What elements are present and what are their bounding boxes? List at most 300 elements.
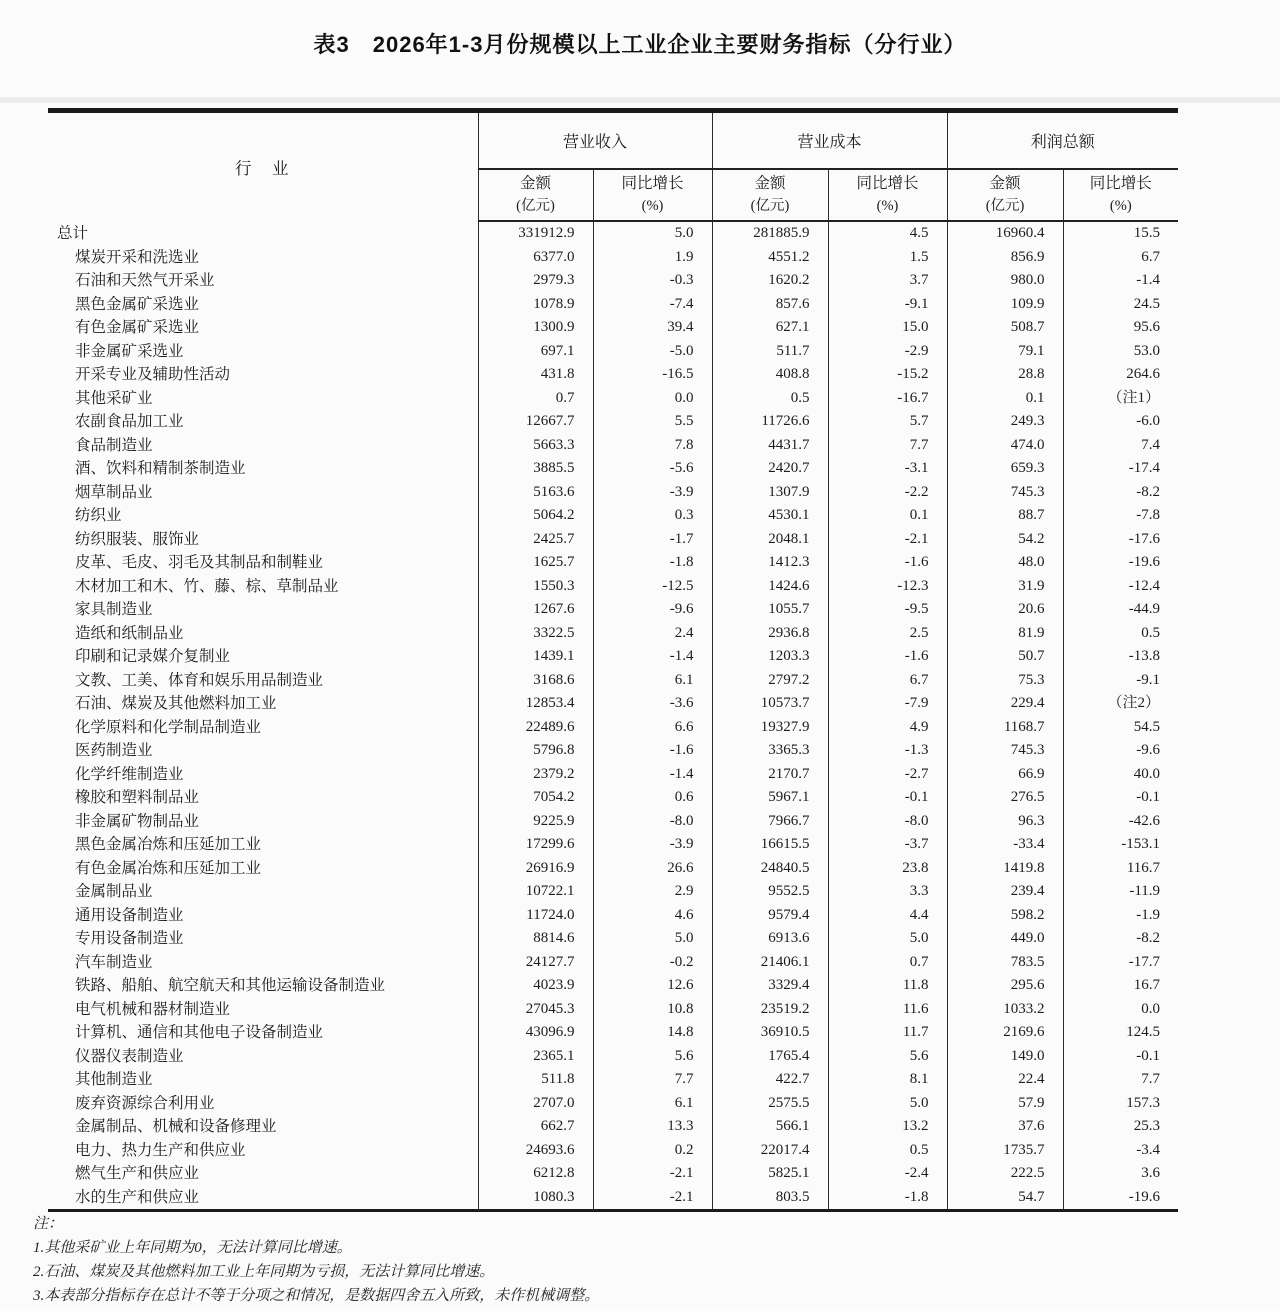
profit-amount-cell: 57.9 <box>947 1092 1063 1116</box>
cost-amount-cell: 627.1 <box>712 316 828 340</box>
profit-amount-cell: 88.7 <box>947 504 1063 528</box>
revenue-growth-cell: 6.6 <box>593 716 712 740</box>
cost-amount-cell: 9579.4 <box>712 904 828 928</box>
profit-amount-cell: 66.9 <box>947 763 1063 787</box>
cost-amount-cell: 2797.2 <box>712 669 828 693</box>
cost-amount-cell: 1055.7 <box>712 598 828 622</box>
industry-name: 计算机、通信和其他电子设备制造业 <box>75 1024 324 1041</box>
table-row <box>48 269 1178 293</box>
table-row <box>48 1139 1178 1163</box>
revenue-growth-cell: 7.7 <box>593 1068 712 1092</box>
cost-growth-cell: 8.1 <box>828 1068 947 1092</box>
table-row <box>48 504 1178 528</box>
group-header-revenue: 营业收入 <box>478 111 712 170</box>
revenue-growth-cell: 5.6 <box>593 1045 712 1069</box>
revenue-amount-cell: 2379.2 <box>478 763 593 787</box>
cost-amount-cell: 21406.1 <box>712 951 828 975</box>
revenue-amount-cell: 9225.9 <box>478 810 593 834</box>
profit-amount-cell: 96.3 <box>947 810 1063 834</box>
table-row <box>48 974 1178 998</box>
cost-amount-cell: 422.7 <box>712 1068 828 1092</box>
cost-growth-cell: -7.9 <box>828 692 947 716</box>
cost-growth-cell: 4.9 <box>828 716 947 740</box>
cost-growth-cell: 11.7 <box>828 1021 947 1045</box>
divider-band <box>0 97 1280 103</box>
industry-name: 黑色金属矿采选业 <box>75 295 200 313</box>
cost-amount-cell: 3365.3 <box>712 739 828 763</box>
industry-name: 皮革、毛皮、羽毛及其制品和制鞋业 <box>75 554 324 571</box>
table-row <box>48 410 1178 434</box>
amount-label: 金额 <box>519 175 551 192</box>
revenue-amount-cell: 1625.7 <box>478 551 593 575</box>
table-row <box>48 810 1178 834</box>
profit-growth-cell: 54.5 <box>1063 716 1178 740</box>
note-item-3: 3.本表部分指标存在总计不等于分项之和情况，是数据四舍五入所致，未作机械调整。 <box>33 1288 600 1304</box>
revenue-amount-cell: 431.8 <box>478 363 593 387</box>
cost-amount-cell: 566.1 <box>712 1115 828 1139</box>
industry-name: 化学原料和化学制品制造业 <box>75 718 262 736</box>
revenue-growth-cell: 0.3 <box>593 504 712 528</box>
table-row <box>48 528 1178 552</box>
industry-name: 煤炭开采和洗选业 <box>75 248 200 266</box>
table-row <box>48 786 1178 810</box>
table-row <box>48 246 1178 270</box>
revenue-amount-cell: 4023.9 <box>478 974 593 998</box>
profit-growth-cell: 24.5 <box>1063 293 1178 317</box>
profit-amount-cell: 239.4 <box>947 880 1063 904</box>
revenue-growth-cell: -3.9 <box>593 833 712 857</box>
amount-label: 金额 <box>989 175 1021 192</box>
cost-amount-cell: 23519.2 <box>712 998 828 1022</box>
profit-amount-cell: 149.0 <box>947 1045 1063 1069</box>
table-row <box>48 551 1178 575</box>
industry-name: 其他制造业 <box>75 1071 153 1088</box>
profit-growth-cell: 157.3 <box>1063 1092 1178 1116</box>
cost-growth-cell: -1.3 <box>828 739 947 763</box>
cost-growth-cell: -2.7 <box>828 763 947 787</box>
industry-name: 铁路、船舶、航空航天和其他运输设备制造业 <box>75 977 386 994</box>
growth-unit-label: (%) <box>641 198 664 214</box>
profit-amount-cell: 2169.6 <box>947 1021 1063 1045</box>
revenue-growth-cell: -1.4 <box>593 763 712 787</box>
profit-amount-cell: 222.5 <box>947 1162 1063 1186</box>
profit-growth-cell: -17.4 <box>1063 457 1178 481</box>
industry-name: 家具制造业 <box>75 601 153 618</box>
cost-growth-cell: -16.7 <box>828 387 947 411</box>
profit-growth-cell: 53.0 <box>1063 340 1178 364</box>
table-row <box>48 1186 1178 1211</box>
table-row <box>48 763 1178 787</box>
cost-amount-cell: 803.5 <box>712 1186 828 1211</box>
cost-amount-cell: 5967.1 <box>712 786 828 810</box>
profit-amount-cell: 50.7 <box>947 645 1063 669</box>
revenue-amount-header <box>478 169 593 221</box>
industry-name: 木材加工和木、竹、藤、棕、草制品业 <box>75 577 339 595</box>
cost-growth-cell: -2.1 <box>828 528 947 552</box>
cost-growth-cell: 0.1 <box>828 504 947 528</box>
industry-name: 有色金属冶炼和压延加工业 <box>75 859 262 877</box>
table-row <box>48 363 1178 387</box>
profit-growth-cell: 7.7 <box>1063 1068 1178 1092</box>
profit-amount-cell: 474.0 <box>947 434 1063 458</box>
revenue-growth-cell: -2.1 <box>593 1162 712 1186</box>
cost-growth-cell: -0.1 <box>828 786 947 810</box>
profit-amount-cell: 659.3 <box>947 457 1063 481</box>
revenue-growth-cell: 5.5 <box>593 410 712 434</box>
cost-amount-cell: 1424.6 <box>712 575 828 599</box>
revenue-growth-cell: 2.9 <box>593 880 712 904</box>
notes-label: 注： <box>33 1216 64 1232</box>
profit-growth-cell: 16.7 <box>1063 974 1178 998</box>
revenue-amount-cell: 697.1 <box>478 340 593 364</box>
table-row <box>48 904 1178 928</box>
cost-amount-cell: 511.7 <box>712 340 828 364</box>
profit-growth-cell: 25.3 <box>1063 1115 1178 1139</box>
profit-growth-cell: 7.4 <box>1063 434 1178 458</box>
revenue-amount-cell: 22489.6 <box>478 716 593 740</box>
revenue-growth-cell: 2.4 <box>593 622 712 646</box>
profit-growth-cell: 116.7 <box>1063 857 1178 881</box>
revenue-growth-cell: -3.6 <box>593 692 712 716</box>
industry-name: 烟草制品业 <box>75 483 153 501</box>
note-item-2: 2.石油、煤炭及其他燃料加工业上年同期为亏损，无法计算同比增速。 <box>33 1264 495 1280</box>
revenue-amount-cell: 511.8 <box>478 1068 593 1092</box>
revenue-growth-cell: -12.5 <box>593 575 712 599</box>
profit-growth-cell: -42.6 <box>1063 810 1178 834</box>
cost-amount-cell: 1412.3 <box>712 551 828 575</box>
profit-amount-cell: 783.5 <box>947 951 1063 975</box>
cost-growth-cell: 5.6 <box>828 1045 947 1069</box>
industry-name: 造纸和纸制品业 <box>75 624 184 642</box>
profit-amount-cell: 449.0 <box>947 927 1063 951</box>
growth-unit-label: (%) <box>1109 198 1132 214</box>
cost-amount-cell: 22017.4 <box>712 1139 828 1163</box>
revenue-amount-cell: 8814.6 <box>478 927 593 951</box>
profit-growth-cell: -7.8 <box>1063 504 1178 528</box>
growth-unit-label: (%) <box>876 198 899 214</box>
growth-label: 同比增长 <box>856 175 919 192</box>
table-row <box>48 880 1178 904</box>
table-row <box>48 1021 1178 1045</box>
revenue-growth-cell: -5.6 <box>593 457 712 481</box>
profit-growth-cell: -0.1 <box>1063 786 1178 810</box>
cost-amount-cell: 1620.2 <box>712 269 828 293</box>
revenue-amount-cell: 1439.1 <box>478 645 593 669</box>
note-item-1: 1.其他采矿业上年同期为0，无法计算同比增速。 <box>33 1240 352 1256</box>
cost-amount-cell: 2048.1 <box>712 528 828 552</box>
revenue-amount-cell: 5064.2 <box>478 504 593 528</box>
cost-growth-cell: -15.2 <box>828 363 947 387</box>
profit-amount-cell: 54.7 <box>947 1186 1063 1211</box>
revenue-growth-header <box>593 169 712 221</box>
profit-growth-cell: （注1） <box>1063 387 1178 411</box>
table-row <box>48 716 1178 740</box>
profit-growth-cell: 124.5 <box>1063 1021 1178 1045</box>
industry-name: 印刷和记录媒介复制业 <box>75 648 231 665</box>
revenue-amount-cell: 331912.9 <box>478 221 593 246</box>
revenue-growth-cell: -1.7 <box>593 528 712 552</box>
revenue-amount-cell: 2365.1 <box>478 1045 593 1069</box>
profit-growth-cell: -19.6 <box>1063 1186 1178 1211</box>
cost-growth-cell: 13.2 <box>828 1115 947 1139</box>
profit-amount-cell: 598.2 <box>947 904 1063 928</box>
cost-growth-cell: -1.8 <box>828 1186 947 1211</box>
cost-amount-cell: 36910.5 <box>712 1021 828 1045</box>
footnotes <box>33 1212 1193 1308</box>
industry-name: 酒、饮料和精制茶制造业 <box>75 460 246 477</box>
table-row <box>48 1162 1178 1186</box>
cost-amount-cell: 5825.1 <box>712 1162 828 1186</box>
cost-amount-cell: 1307.9 <box>712 481 828 505</box>
industry-name: 金属制品业 <box>75 883 153 900</box>
growth-label: 同比增长 <box>1089 175 1152 192</box>
revenue-amount-cell: 17299.6 <box>478 833 593 857</box>
revenue-amount-cell: 27045.3 <box>478 998 593 1022</box>
revenue-amount-cell: 3885.5 <box>478 457 593 481</box>
revenue-growth-cell: -2.1 <box>593 1186 712 1211</box>
cost-growth-cell: 11.6 <box>828 998 947 1022</box>
revenue-amount-cell: 12853.4 <box>478 692 593 716</box>
revenue-amount-cell: 1300.9 <box>478 316 593 340</box>
profit-amount-header <box>947 169 1063 221</box>
table-row <box>48 293 1178 317</box>
revenue-growth-cell: -0.3 <box>593 269 712 293</box>
table-row <box>48 1115 1178 1139</box>
profit-growth-cell: -9.1 <box>1063 669 1178 693</box>
table-row <box>48 575 1178 599</box>
cost-amount-cell: 0.5 <box>712 387 828 411</box>
table-row <box>48 645 1178 669</box>
profit-growth-cell: -6.0 <box>1063 410 1178 434</box>
group-header-cost: 营业成本 <box>712 111 947 170</box>
cost-amount-cell: 2170.7 <box>712 763 828 787</box>
profit-growth-cell: 15.5 <box>1063 221 1178 246</box>
profit-amount-cell: 54.2 <box>947 528 1063 552</box>
table-row <box>48 481 1178 505</box>
cost-growth-header <box>828 169 947 221</box>
industry-name: 通用设备制造业 <box>75 906 184 924</box>
industry-name: 总计 <box>57 224 89 242</box>
profit-amount-cell: 295.6 <box>947 974 1063 998</box>
table-row <box>48 857 1178 881</box>
revenue-amount-cell: 24127.7 <box>478 951 593 975</box>
cost-growth-cell: -3.7 <box>828 833 947 857</box>
revenue-growth-cell: -7.4 <box>593 293 712 317</box>
cost-amount-cell: 1765.4 <box>712 1045 828 1069</box>
cost-amount-cell: 16615.5 <box>712 833 828 857</box>
profit-amount-cell: 1419.8 <box>947 857 1063 881</box>
industry-name: 纺织业 <box>75 507 122 524</box>
cost-amount-cell: 10573.7 <box>712 692 828 716</box>
industry-name: 农副食品加工业 <box>75 413 184 430</box>
cost-growth-cell: 2.5 <box>828 622 947 646</box>
cost-amount-cell: 11726.6 <box>712 410 828 434</box>
revenue-growth-cell: 12.6 <box>593 974 712 998</box>
table-row <box>48 387 1178 411</box>
industry-name: 电气机械和器材制造业 <box>75 1000 231 1018</box>
revenue-growth-cell: 6.1 <box>593 669 712 693</box>
profit-amount-cell: 16960.4 <box>947 221 1063 246</box>
cost-growth-cell: 3.7 <box>828 269 947 293</box>
group-header-profit: 利润总额 <box>947 111 1178 170</box>
table-row <box>48 316 1178 340</box>
industry-name: 医药制造业 <box>75 742 153 759</box>
profit-growth-cell: -1.4 <box>1063 269 1178 293</box>
revenue-growth-cell: -1.4 <box>593 645 712 669</box>
revenue-growth-cell: 39.4 <box>593 316 712 340</box>
cost-growth-cell: -8.0 <box>828 810 947 834</box>
profit-growth-cell: 95.6 <box>1063 316 1178 340</box>
profit-growth-cell: 3.6 <box>1063 1162 1178 1186</box>
profit-growth-cell: （注2） <box>1063 692 1178 716</box>
profit-amount-cell: 1735.7 <box>947 1139 1063 1163</box>
table-row <box>48 340 1178 364</box>
industry-name: 水的生产和供应业 <box>75 1188 200 1206</box>
revenue-growth-cell: -8.0 <box>593 810 712 834</box>
cost-growth-cell: 11.8 <box>828 974 947 998</box>
profit-growth-cell: -8.2 <box>1063 481 1178 505</box>
revenue-amount-cell: 7054.2 <box>478 786 593 810</box>
profit-growth-cell: 264.6 <box>1063 363 1178 387</box>
revenue-amount-cell: 43096.9 <box>478 1021 593 1045</box>
industry-name: 非金属矿采选业 <box>75 342 184 360</box>
cost-amount-cell: 2575.5 <box>712 1092 828 1116</box>
table-row <box>48 951 1178 975</box>
profit-growth-cell: -19.6 <box>1063 551 1178 575</box>
cost-amount-cell: 19327.9 <box>712 716 828 740</box>
cost-amount-cell: 281885.9 <box>712 221 828 246</box>
revenue-amount-cell: 1080.3 <box>478 1186 593 1211</box>
cost-growth-cell: 15.0 <box>828 316 947 340</box>
cost-growth-cell: 6.7 <box>828 669 947 693</box>
industry-name: 石油和天然气开采业 <box>75 272 215 289</box>
table-row <box>48 434 1178 458</box>
table-row <box>48 833 1178 857</box>
revenue-growth-cell: 0.6 <box>593 786 712 810</box>
profit-amount-cell: 79.1 <box>947 340 1063 364</box>
industry-name: 其他采矿业 <box>75 389 153 407</box>
table-row <box>48 1045 1178 1069</box>
table-row <box>48 598 1178 622</box>
industry-name: 仪器仪表制造业 <box>75 1047 184 1065</box>
cost-growth-cell: -9.5 <box>828 598 947 622</box>
profit-amount-cell: 276.5 <box>947 786 1063 810</box>
cost-growth-cell: -1.6 <box>828 551 947 575</box>
industry-name: 开采专业及辅助性活动 <box>75 366 231 383</box>
profit-growth-cell: -12.4 <box>1063 575 1178 599</box>
profit-growth-cell: 0.5 <box>1063 622 1178 646</box>
cost-growth-cell: -12.3 <box>828 575 947 599</box>
profit-growth-cell: 40.0 <box>1063 763 1178 787</box>
cost-growth-cell: 0.7 <box>828 951 947 975</box>
profit-amount-cell: -33.4 <box>947 833 1063 857</box>
cost-growth-cell: 23.8 <box>828 857 947 881</box>
profit-amount-cell: 249.3 <box>947 410 1063 434</box>
revenue-amount-cell: 0.7 <box>478 387 593 411</box>
profit-amount-cell: 1168.7 <box>947 716 1063 740</box>
industry-name: 有色金属矿采选业 <box>75 319 200 336</box>
page-title: 表3 2026年1-3月份规模以上工业企业主要财务指标（分行业） <box>313 32 967 57</box>
revenue-amount-cell: 1550.3 <box>478 575 593 599</box>
cost-growth-cell: -2.9 <box>828 340 947 364</box>
table-row <box>48 457 1178 481</box>
table-row <box>48 669 1178 693</box>
revenue-amount-cell: 5163.6 <box>478 481 593 505</box>
profit-growth-cell: 6.7 <box>1063 246 1178 270</box>
profit-amount-cell: 745.3 <box>947 739 1063 763</box>
cost-growth-cell: 3.3 <box>828 880 947 904</box>
revenue-amount-cell: 10722.1 <box>478 880 593 904</box>
revenue-growth-cell: -5.0 <box>593 340 712 364</box>
cost-amount-cell: 4431.7 <box>712 434 828 458</box>
revenue-growth-cell: 10.8 <box>593 998 712 1022</box>
group-header-row <box>48 111 1178 170</box>
profit-amount-cell: 508.7 <box>947 316 1063 340</box>
profit-growth-cell: -0.1 <box>1063 1045 1178 1069</box>
revenue-amount-cell: 26916.9 <box>478 857 593 881</box>
revenue-amount-cell: 1078.9 <box>478 293 593 317</box>
cost-amount-cell: 6913.6 <box>712 927 828 951</box>
revenue-amount-cell: 2979.3 <box>478 269 593 293</box>
cost-amount-cell: 4551.2 <box>712 246 828 270</box>
cost-growth-cell: -9.1 <box>828 293 947 317</box>
industry-name: 化学纤维制造业 <box>75 765 184 783</box>
profit-amount-cell: 37.6 <box>947 1115 1063 1139</box>
cost-growth-cell: 4.5 <box>828 221 947 246</box>
cost-growth-cell: -1.6 <box>828 645 947 669</box>
industry-name: 燃气生产和供应业 <box>75 1165 200 1182</box>
revenue-amount-cell: 11724.0 <box>478 904 593 928</box>
revenue-growth-cell: 5.0 <box>593 221 712 246</box>
revenue-growth-cell: 0.0 <box>593 387 712 411</box>
cost-growth-cell: 7.7 <box>828 434 947 458</box>
revenue-growth-cell: -3.9 <box>593 481 712 505</box>
cost-amount-cell: 9552.5 <box>712 880 828 904</box>
industry-name: 石油、煤炭及其他燃料加工业 <box>75 695 277 712</box>
revenue-amount-cell: 12667.7 <box>478 410 593 434</box>
industry-name: 非金属矿物制品业 <box>75 812 200 830</box>
profit-amount-cell: 81.9 <box>947 622 1063 646</box>
profit-growth-cell: -153.1 <box>1063 833 1178 857</box>
revenue-growth-cell: -16.5 <box>593 363 712 387</box>
profit-growth-cell: -1.9 <box>1063 904 1178 928</box>
revenue-amount-cell: 5663.3 <box>478 434 593 458</box>
cost-amount-header <box>712 169 828 221</box>
profit-amount-cell: 1033.2 <box>947 998 1063 1022</box>
profit-amount-cell: 109.9 <box>947 293 1063 317</box>
revenue-growth-cell: 4.6 <box>593 904 712 928</box>
cost-amount-cell: 1203.3 <box>712 645 828 669</box>
profit-amount-cell: 856.9 <box>947 246 1063 270</box>
profit-amount-cell: 22.4 <box>947 1068 1063 1092</box>
profit-growth-cell: -9.6 <box>1063 739 1178 763</box>
revenue-amount-cell: 2707.0 <box>478 1092 593 1116</box>
profit-amount-cell: 28.8 <box>947 363 1063 387</box>
revenue-amount-cell: 3322.5 <box>478 622 593 646</box>
cost-amount-cell: 857.6 <box>712 293 828 317</box>
profit-growth-cell: -17.6 <box>1063 528 1178 552</box>
cost-amount-cell: 408.8 <box>712 363 828 387</box>
profit-amount-cell: 31.9 <box>947 575 1063 599</box>
amount-label: 金额 <box>754 175 786 192</box>
profit-growth-cell: -17.7 <box>1063 951 1178 975</box>
cost-growth-cell: 5.7 <box>828 410 947 434</box>
cost-growth-cell: -2.4 <box>828 1162 947 1186</box>
industry-name: 汽车制造业 <box>75 953 153 971</box>
amount-unit-label: (亿元) <box>750 198 790 214</box>
table-row <box>48 1092 1178 1116</box>
revenue-growth-cell: 7.8 <box>593 434 712 458</box>
